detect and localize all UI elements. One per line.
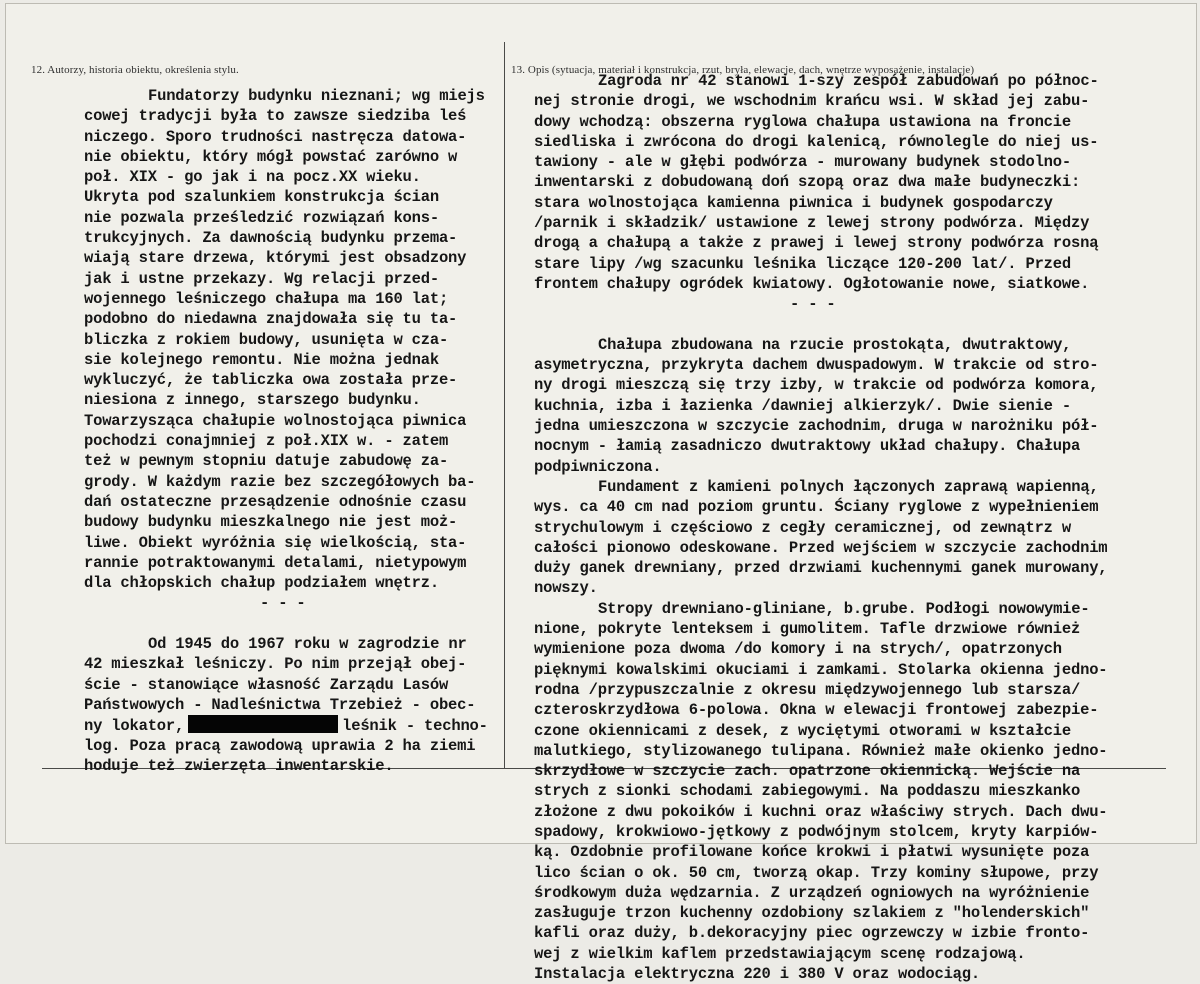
text-line: budowy budynku mieszkalnego nie jest moż- — [84, 513, 458, 532]
text-line: Fundament z kamieni polnych łączonych zaprawą wapienną, — [598, 477, 1099, 496]
text-line: Państwowych - Nadleśnictwa Trzebież - obec- — [84, 695, 476, 714]
text-line: pięknymi kowalskimi okuciami i zamkami. Stolarka okienna jedno- — [534, 660, 1108, 679]
text-line: nej stronie drogi, we wschodnim krańcu wsi. W skład jej zabu- — [534, 92, 1090, 111]
text-line: 42 mieszkał leśniczy. Po nim przejął obej- — [84, 655, 467, 674]
text-line: spadowy, krokwiowo-jętkowy z podwójnym stolcem, kryty karpiów- — [534, 822, 1099, 841]
text-line: niczego. Sporo trudności nastręcza datowa- — [84, 127, 467, 146]
text-line: stara wolnostojąca kamienna piwnica i budynek gospodarczy — [534, 193, 1053, 212]
section-separator: - - - — [260, 594, 306, 613]
text-line: skrzydłowe w szczycie zach. opatrzone okiennicką. Wejście na — [534, 762, 1081, 781]
text-line: wiają stare drzewa, którymi jest obsadzony — [84, 249, 467, 268]
text-line: czone okiennicami z desek, z wyciętymi otworami w kształcie — [534, 721, 1071, 740]
text-line: jak i ustne przekazy. Wg relacji przed- — [84, 269, 439, 288]
text-line: wymienione poza dwoma /do komory i na strych/, opatrzonych — [534, 640, 1062, 659]
text-line: strych z sionki schodami zabiegowymi. Na poddaszu mieszkanko — [534, 782, 1081, 801]
text-line: zasługuje trzon kuchenny ozdobiony szlakiem z "holenderskich" — [534, 904, 1090, 923]
text-line: frontem chałupy ogródek kwiatowy. Ogłotowanie nowe, siatkowe. — [534, 274, 1090, 293]
text-line: kafli oraz duży, b.dekoracyjny piec ogrzewczy w izbie fronto- — [534, 924, 1090, 943]
text-line: rodna /przypuszczalnie z okresu międzywojennego lub starsza/ — [534, 680, 1081, 699]
section-13-header: 13. Opis (sytuacja, materiał i konstrukcja, rzut, bryła, elewacje, dach, wnętrze wyposażenie, instalacje) — [511, 64, 975, 76]
text-fragment: ny lokator, — [84, 717, 185, 736]
text-line: czteroskrzydłowa 6-polowa. Okna w elewacji frontowej zabezpie- — [534, 701, 1099, 720]
text-line: cowej tradycji była to zawsze siedziba leś — [84, 107, 467, 126]
text-line: Ukryta pod szalunkiem konstrukcja ścian — [84, 188, 439, 207]
text-line: nie obiektu, który mógł powstać zarówno w — [84, 147, 458, 166]
text-line: podobno do niedawna znajdowała się tu ta- — [84, 310, 458, 329]
text-line: jedna umieszczona w szczycie zachodnim, druga w narożniku pół- — [534, 417, 1099, 436]
text-line: Instalacja elektryczna 220 i 380 V oraz wodociąg. — [534, 965, 980, 984]
text-line: lico ścian o ok. 50 cm, tworzą okap. Trzy kominy słupowe, przy — [534, 863, 1099, 882]
text-line: pochodzi conajmniej z poł.XIX w. - zatem — [84, 432, 449, 451]
text-line: wykluczyć, że tabliczka owa została prze- — [84, 371, 458, 390]
text-line: rannie potraktowanymi detalami, nietypowym — [84, 553, 467, 572]
section-separator: - - - — [790, 295, 836, 314]
text-line: kuchnia, izba i łazienka /dawniej alkierzyk/. Dwie sienie - — [534, 396, 1071, 415]
blank-line — [534, 315, 1194, 335]
text-line: drogą a chałupą a także z prawej i lewej strony podwórza rosną — [534, 234, 1099, 253]
text-fragment: leśnik - techno- — [342, 717, 488, 736]
text-line: nie pozwala prześledzić rozwiązań kons- — [84, 208, 439, 227]
text-line: siedliska i zwrócona do drogi kalenicą, równolegle do niej us- — [534, 132, 1099, 151]
text-line: wej z wielkim kaflem przedstawiającym scenę rodzajową. — [534, 944, 1026, 963]
text-line: poł. XIX - go jak i na pocz.XX wieku. — [84, 168, 421, 187]
text-line: dla chłopskich chałup podziałem wnętrz. — [84, 574, 439, 593]
text-line: stare lipy /wg szacunku leśnika liczące 120-200 lat/. Przed — [534, 254, 1071, 273]
section-12-header: 12. Autorzy, historia obiektu, określenia stylu. — [31, 64, 239, 76]
text-line: nowszy. — [534, 579, 598, 598]
text-line: trukcyjnych. Za dawnością budynku przema- — [84, 229, 458, 248]
text-line: sie kolejnego remontu. Nie można jednak — [84, 350, 439, 369]
text-line: niesiona z innego, starszego budynku. — [84, 391, 421, 410]
history-text — [84, 86, 504, 776]
text-line: Od 1945 do 1967 roku w zagrodzie nr — [148, 635, 467, 654]
text-line: złożone z dwu pokoików i kuchni oraz właściwy strych. Dach dwu- — [534, 802, 1108, 821]
text-line: ny drogi mieszczą się trzy izby, w trakcie od podwórza komora, — [534, 376, 1099, 395]
text-line: tawiony - ale w głębi podwórza - murowany budynek stodolno- — [534, 153, 1071, 172]
text-line: środkowym duża wędzarnia. Z urządzeń ogniowych na wyróżnienie — [534, 883, 1090, 902]
text-line: Zagroda nr 42 stanowi 1-szy zespół zabudowań po północ- — [598, 72, 1099, 90]
text-line: /parnik i składzik/ ustawione z lewej strony podwórza. Między — [534, 214, 1090, 233]
text-line: inwentarski z dobudowaną doń szopą oraz dwa małe budyneczki: — [534, 173, 1081, 192]
text-line: Chałupa zbudowana na rzucie prostokąta, dwutraktowy, — [598, 335, 1072, 354]
text-line: bliczka z rokiem budowy, usunięta w cza- — [84, 330, 449, 349]
text-line: asymetryczna, przykryta dachem dwuspadowym. W trakcie od stro- — [534, 356, 1099, 375]
document-page — [5, 3, 1197, 984]
text-line: ście - stanowiące własność Zarządu Lasów — [84, 675, 449, 694]
text-line: wys. ca 40 cm nad poziom gruntu. Ściany ryglowe z wypełnieniem — [534, 498, 1099, 517]
text-line: Towarzysząca chałupie wolnostojąca piwnica — [84, 411, 467, 430]
blank-line — [84, 614, 504, 634]
text-line: dań ostateczne przesądzenie odnośnie czasu — [84, 492, 467, 511]
description-text — [534, 71, 1194, 984]
text-line: ką. Ozdobnie profilowane końce krokwi i płatwi wysunięte poza — [534, 843, 1090, 862]
text-line: podpiwniczona. — [534, 457, 662, 476]
text-line: wojennego leśniczego chałupa ma 160 lat; — [84, 289, 449, 308]
text-line: nocnym - łamią zasadniczo dwutraktowy układ chałupy. Chałupa — [534, 437, 1081, 456]
text-line: log. Poza pracą zawodową uprawia 2 ha ziemi — [84, 736, 476, 755]
text-line: strychulowym i częściowo z cegły ceramicznej, od zewnątrz w — [534, 518, 1071, 537]
text-line: Fundatorzy budynku nieznani; wg miejs — [148, 87, 485, 105]
text-line: duży ganek drewniany, przed drzwiami kuchennymi ganek murowany, — [534, 559, 1108, 578]
text-line: grody. W każdym razie bez szczegółowych ba- — [84, 472, 476, 491]
text-line: hoduje też zwierzęta inwentarskie. — [84, 756, 394, 775]
text-line-with-redaction — [84, 715, 504, 735]
text-line: też w pewnym stopniu datuje zabudowę za- — [84, 452, 449, 471]
text-line: dowy wchodzą: obszerna ryglowa chałupa ustawiona na froncie — [534, 112, 1071, 131]
column-divider — [504, 42, 505, 768]
redaction-box — [188, 715, 338, 733]
text-line: liwe. Obiekt wyróżnia się wielkością, sta- — [84, 533, 467, 552]
text-line: malutkiego, stylizowanego tulipana. Również małe okienko jedno- — [534, 741, 1108, 760]
text-line: nione, pokryte lenteksem i gumolitem. Tafle drzwiowe również — [534, 620, 1081, 639]
text-line: Stropy drewniano-gliniane, b.grube. Podłogi nowowymie- — [598, 599, 1090, 618]
text-line: całości pionowo odeskowane. Przed wejściem w szczycie zachodnim — [534, 538, 1108, 557]
